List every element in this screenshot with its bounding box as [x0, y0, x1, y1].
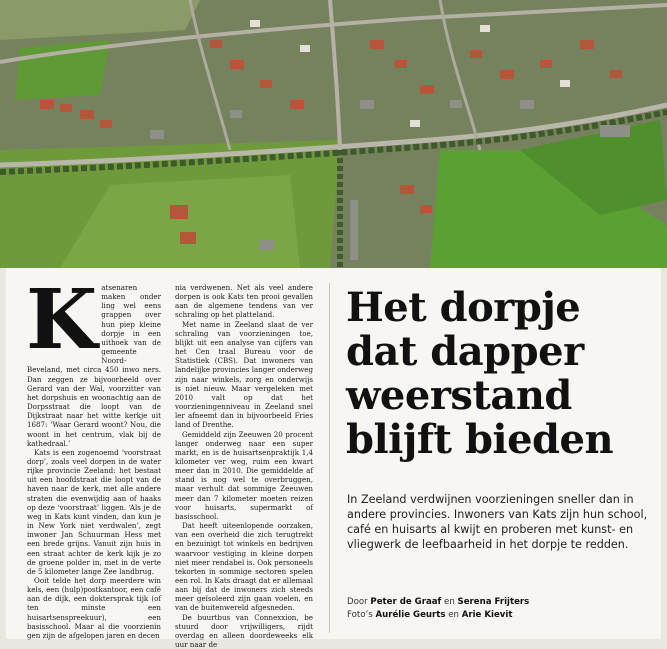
aerial-village-photo [0, 0, 667, 268]
paragraph: Kats is een zogenoemd ‘voorstraat dorp’, zoals veel dorpen in de water rijke provincie Zeeland: het bestaat uit een hoofdstraat die loopt van de haven naar de kerk, met alle andere straten die evenwijdig aan of haaks op deze ‘voorstraat’ liggen. ‘Als je de weg in Kats kunt vinden, dan kun je in New York niet verdwalen’, zegt inwoner Jan Schuurman Hess met een brede grijns. Vanuit zijn huis in een straat achter de kerk kijk je zo de groene polder in, met in de verte de 5 kilometer lange Zee landbrug. [27, 447, 161, 576]
paragraph: Ooit telde het dorp meerdere win kels, een (hulp)postkantoor, een café aan de dijk, een doktersprak tijk (of ten minste een huisartsenspreekuur), een basisschool. Maar al die voorzienin gen zijn de afgelopen jaren en decen [27, 576, 161, 640]
headline-line: blijft bieden [346, 416, 614, 463]
byline [347, 596, 657, 622]
author-name: Peter de Graaf [370, 597, 442, 607]
paragraph: De buurtbus van Connexxion, be stuurd door vrijwilligers, rijdt overdag en alleen doordeweeks elk uur naar de [175, 612, 313, 649]
column-divider [329, 283, 330, 633]
headline-line: dat dapper [346, 328, 584, 375]
paragraph: Met name in Zeeland slaat de ver schraling van voorzieningen toe, blijkt uit een analyse van cijfers van het Cen traal Bureau voor de Statistiek (CBS). Dat inwoners van landelijke provincies langer onderweg zijn naar winkels, zorg en onderwijs is niet nieuw. Maar vergeleken met 2010 valt op dat het voorzieningenniveau in Zeeland snel ler afneemt dan in bijvoorbeeld Fries land of Drenthe. [175, 319, 313, 430]
photographer-line: Foto’s Aurélie Geurts en Arie Kievit [347, 610, 513, 620]
newspaper-article [6, 268, 661, 649]
paragraph: Dat heeft uiteenlopende oorzaken, van een overheid die zich terugtrekt en bezuinigt tot winkels en bedrijven waarvoor vestiging in kleine dorpen niet meer rendabel is. Ook personeels tekorten in sommige sectoren spelen een rol. In Kats draagt dat er allemaal aan bij dat de inwoners zich steeds meer geïsoleerd zijn gaan voelen, en van de buitenwereld afgesneden. [175, 521, 313, 613]
paragraph: nia verdwenen. Net als veel andere dorpen is ook Kats ten prooi gevallen aan de algemene tendens van ver schraling op het platteland. [175, 283, 313, 320]
headline-line: weerstand [346, 372, 572, 419]
headline [346, 286, 656, 462]
intro-text: In Zeeland verdwijnen voorzieningen sneller dan in andere provincies. Inwoners van Kats zijn hun school, café en huisarts al kwijt en proberen met kunst- en vliegwerk de leefbaarheid in het dorpje te redden. [347, 493, 648, 551]
article-column-1 [26, 272, 161, 640]
photographer-name: Aurélie Geurts [375, 610, 446, 620]
aerial-photo-illustration [0, 0, 667, 268]
drop-cap: K [26, 272, 98, 368]
headline-line: Het dorpje [346, 284, 581, 331]
author-name: Serena Frijters [457, 597, 530, 607]
author-line: Door Peter de Graaf en Serena Frijters [347, 597, 530, 607]
article-column-2 [175, 283, 313, 649]
photographer-name: Arie Kievit [461, 610, 513, 620]
paragraph: Gemiddeld zijn Zeeuwen 20 procent langer onderweg naar een super markt, en is de huisartsenpraktijk 1,4 kilometer ver weg, ruim een kwart meer dan in 2010. Die gemiddelde af stand is nog wel te overbruggen, maar verhult dat sommige Zeeuwen meer dan 7 kilometer moeten reizen voor huisarts, supermarkt of basisschool. [175, 429, 313, 521]
paragraph: atsenaren maken onder ling wel eens grappen over hun piep kleine dorpje in een uithoek van de gemeente Noord-Beveland, met circa 450 inwo ners. Dan zeggen ze bijvoorbeeld over Gerard van der Wal, voorzitter van het dorpshuis en woonachtig aan de Dorpsstraat die loopt van de Dijkstraat naar het witte kerkje uit 1687: ‘Waar Gerard woont? Nou, die woont in het centrum, vlak bij de kathedraal.’ [27, 283, 161, 448]
